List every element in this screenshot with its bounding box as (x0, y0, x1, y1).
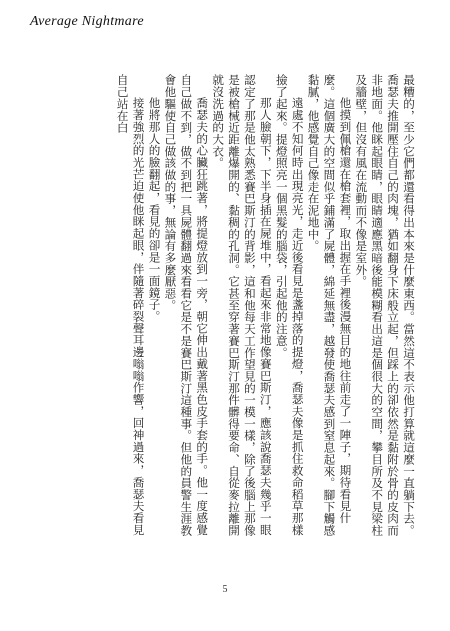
paragraph: 他將那人的臉翻起，看見的卻是一面鏡子。 (147, 97, 162, 323)
paragraph: 最糟的，至少它們都還看得出本來是什麼東西。當然這不表示他打算就這麼一直躺下去。喬瑟夫推開壓住自己的肉塊，猶如翻身下床般立起，但踩上的卻依然是黏附於骨的皮肉而非地面。他眯起眼睛，眼睛適應黑暗後能模糊看出這是個很大的空間，攀目所及不見梁柱及牆壁，但沒有風在流動而不像是室外。 (354, 74, 416, 537)
paragraph: 那人臉朝下，下半身插在屍堆中，看起來非常地像賽巴斯汀，應該說喬瑟夫幾乎一眼認定了那是他太熟悉賽巴斯汀的背影，這和他每天工作望見的一模一樣，除了後腦上那像是被槍械近距離爆開的、黏稠的孔洞。它甚至穿著賽巴斯汀那件髒得要命、自從麥拉離開就沒洗過的大衣。 (211, 74, 273, 537)
paragraph: 喬瑟夫的心臟狂跳著，將提燈放到一旁，朝它伸出戴著黑色皮手套的手。他一度感覺自己做不到，做不到把一具屍體翻過來看看它是不是賽巴斯汀這種事。但他的員警生涯教會他驅使自己做該做的事，無論有多麼厭惡。 (163, 74, 210, 537)
paragraph: 他摸到佩槍還在槍套裡，取出握在手裡後漫無目的地往前走了一陣子，期待看見什麼。這個廣大的空間似乎鋪滿了屍體，綿延無盡，越發使喬瑟夫感到窒息起來。腳下觸感黏膩，他感覺自己像走在泥地中。 (306, 74, 353, 537)
paragraph: 接著強烈的光芒迫使他眯起眼，伴隨著碎裂聲耳邊嗡嗡作響，回神過來，喬瑟夫看見自己站在白 (115, 74, 146, 536)
paragraph: 遠處不知何時出現亮光，走近後看見是盞掉落的提燈，喬瑟夫像是抓住救命稻草那樣撿了起來。提燈照亮一個黑髮的腦袋，引起他的注意。 (274, 74, 305, 536)
page-number: 5 (222, 584, 228, 595)
body-text (26, 74, 416, 544)
running-header-title: Average Nightmare (30, 14, 144, 29)
